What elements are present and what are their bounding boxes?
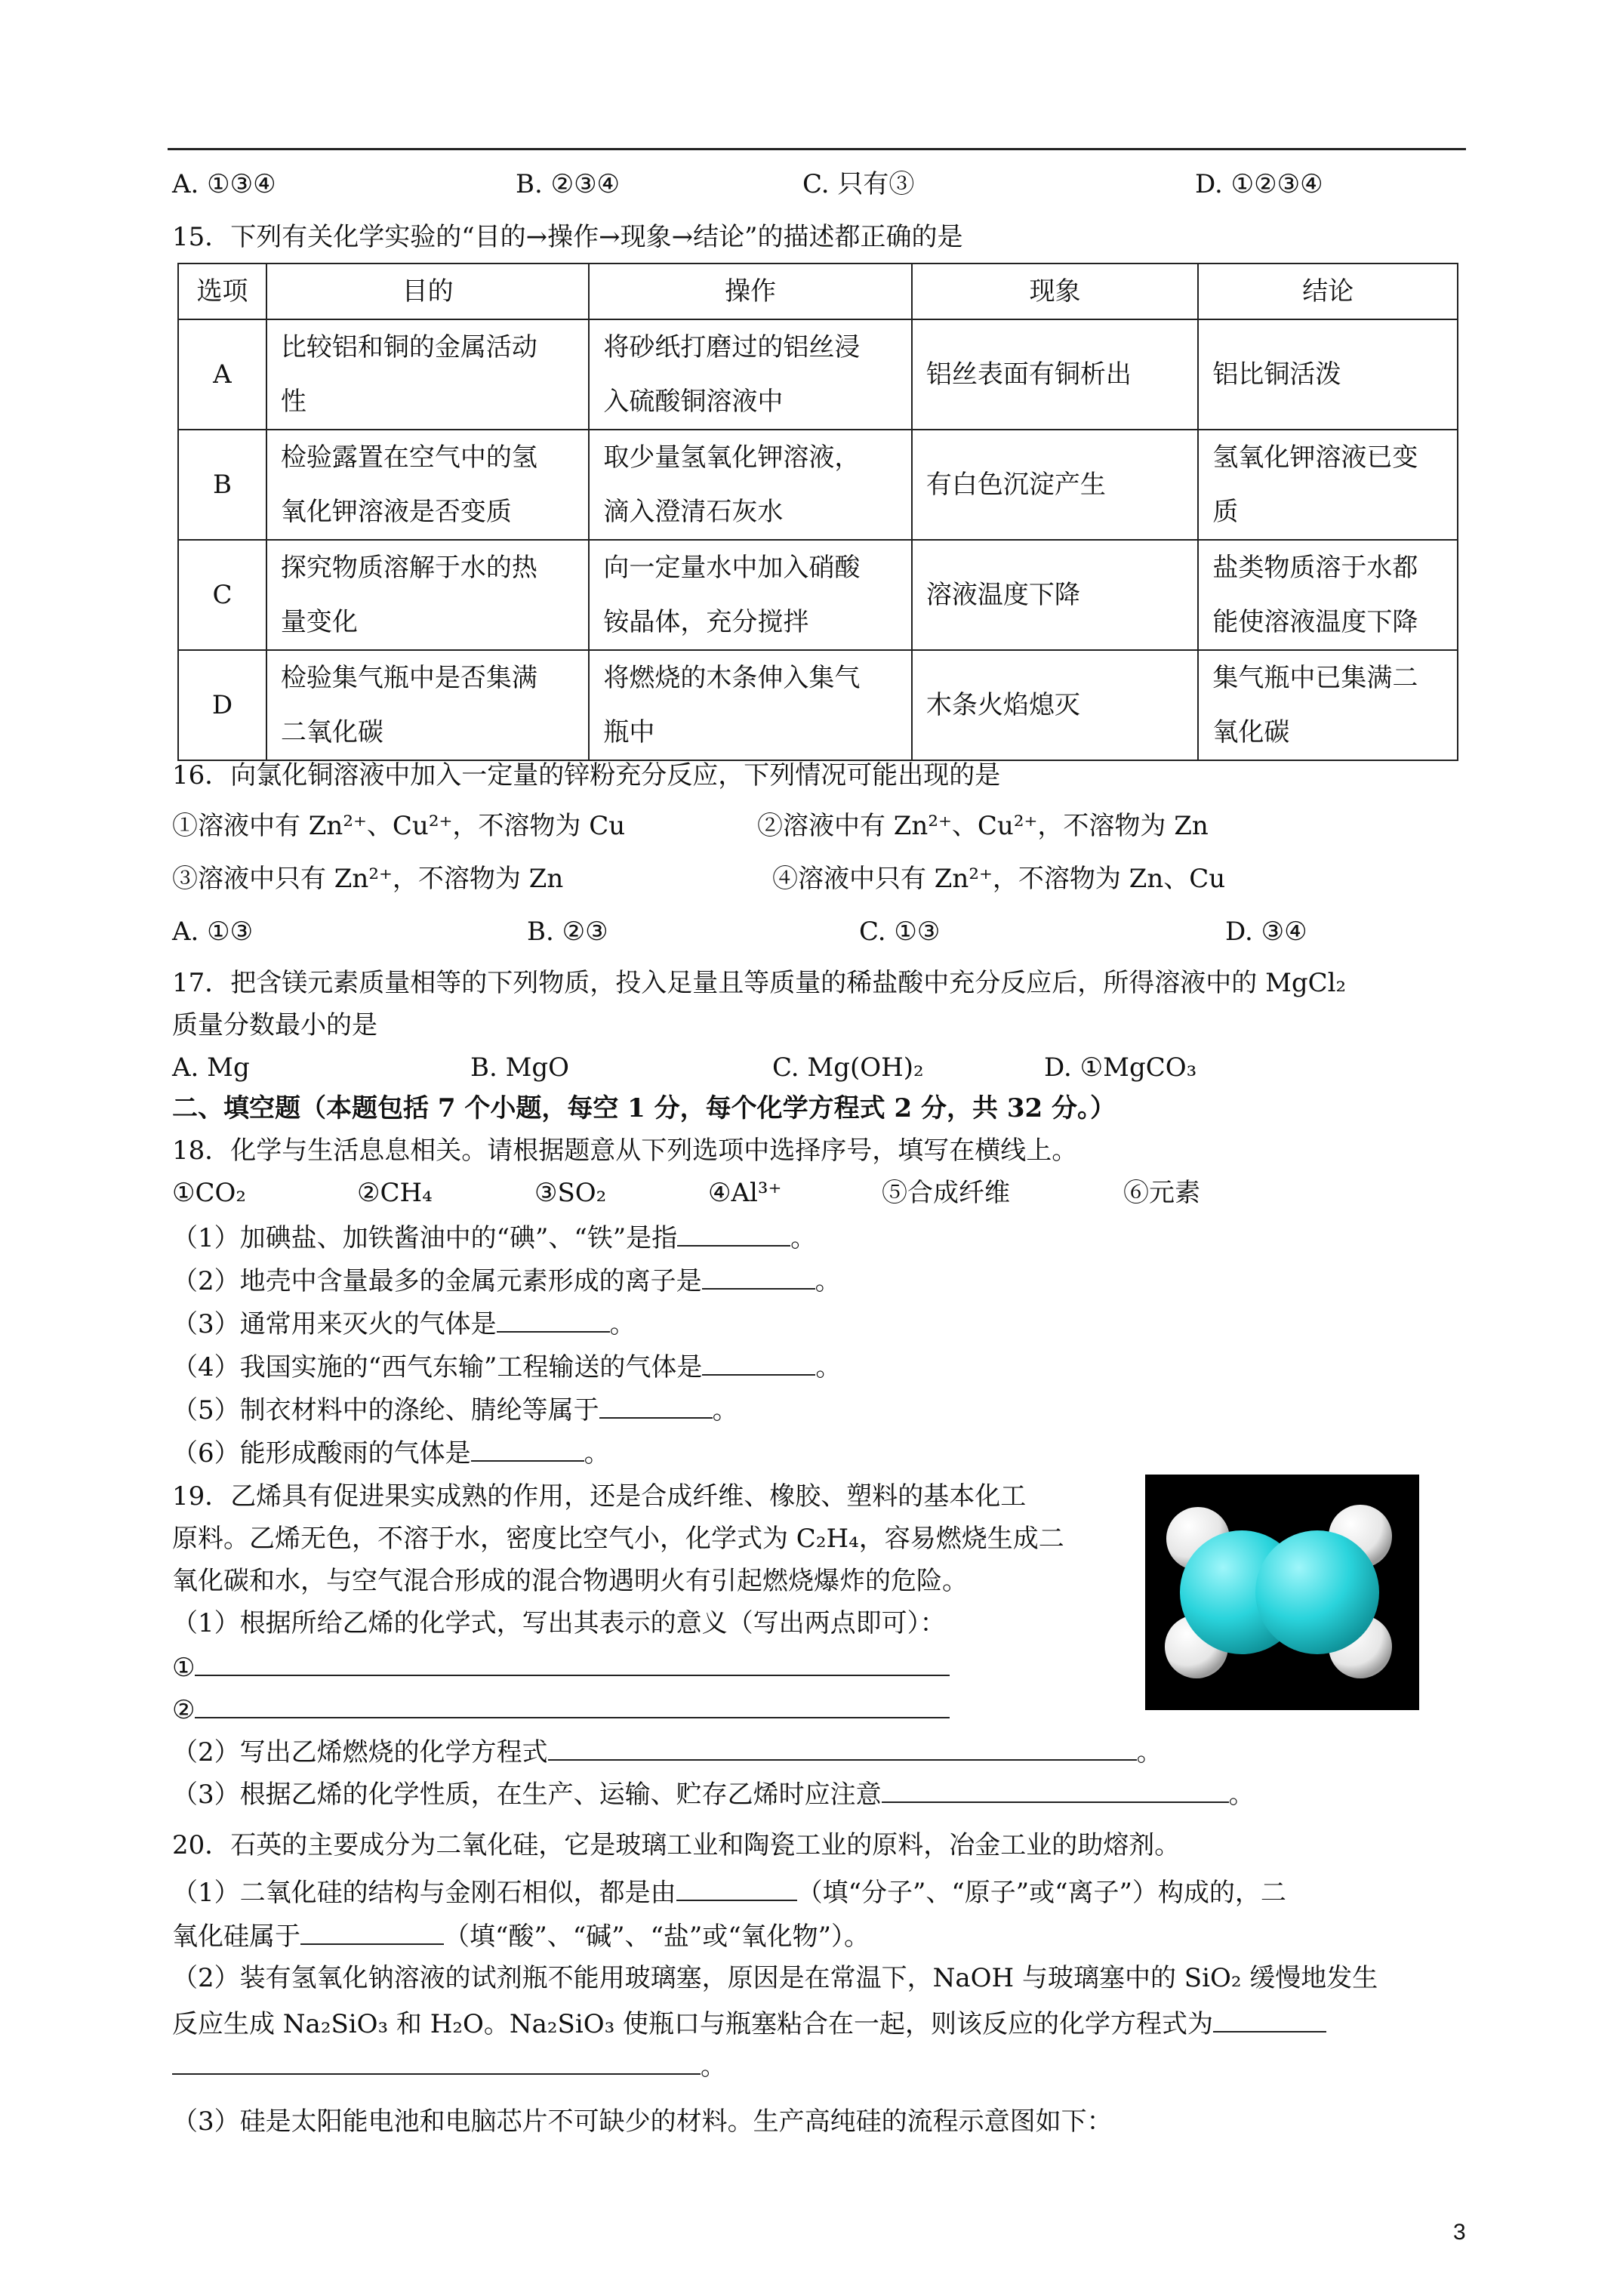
section-heading: 二、填空题（本题包括 7 个小题，每空 1 分，每个化学方程式 2 分，共 32 分。）: [172, 1093, 1116, 1123]
experiment-table: [177, 263, 1458, 761]
answer-blank[interactable]: [702, 1262, 815, 1290]
answer-blank[interactable]: [471, 1435, 584, 1462]
answer-blank[interactable]: [676, 1874, 797, 1901]
row-conclusion: 集气瓶中已集满二 氧化碳: [1198, 650, 1458, 760]
carbon-atom: [1255, 1530, 1379, 1654]
row-conclusion: 氢氧化钾溶液已变 质: [1198, 430, 1458, 540]
q17-option-b: B. MgO: [470, 1052, 570, 1083]
table-row: [178, 319, 1458, 430]
q16-statement-1: ①溶液中有 Zn²⁺、Cu²⁺，不溶物为 Cu: [172, 811, 626, 841]
q20-part-2-line-3: 。: [172, 2048, 726, 2083]
q16-option-c: C. ①③: [859, 917, 941, 947]
row-operation: 将砂纸打磨过的铝丝浸 入硫酸铜溶液中: [589, 319, 912, 430]
row-purpose: 比较铝和铜的金属活动 性: [266, 319, 589, 430]
q18-item-5: （5）制衣材料中的涤纶、腈纶等属于 。: [172, 1391, 738, 1427]
q14-option-d: D. ①②③④: [1195, 169, 1323, 199]
answer-blank[interactable]: [195, 1691, 950, 1718]
header-phenomenon: 现象: [912, 264, 1199, 319]
q19-part-1: （1）根据所给乙烯的化学式，写出其表示的意义（写出两点即可）：: [172, 1608, 946, 1638]
q19-part-3: （3）根据乙烯的化学性质，在生产、运输、贮存乙烯时应注意 。: [172, 1776, 1255, 1811]
header-conclusion: 结论: [1198, 264, 1458, 319]
q18-choice-1: ①CO₂: [172, 1178, 246, 1208]
q18-choice-6: ⑥元素: [1123, 1178, 1200, 1208]
q16-statement-3: ③溶液中只有 Zn²⁺，不溶物为 Zn: [172, 864, 564, 894]
q14-option-b: B. ②③④: [516, 169, 621, 199]
q14-option-c: C. 只有③: [802, 169, 915, 199]
q17-option-d: D. ①MgCO₃: [1044, 1052, 1197, 1083]
q20-stem: 20．石英的主要成分为二氧化硅，它是玻璃工业和陶瓷工业的原料，冶金工业的助熔剂。: [172, 1830, 1181, 1860]
q16-statement-4: ④溶液中只有 Zn²⁺，不溶物为 Zn、Cu: [772, 864, 1226, 894]
table-row: [178, 540, 1458, 650]
q14-option-a: A. ①③④: [172, 169, 276, 199]
q17-stem-line-1: 17．把含镁元素质量相等的下列物质，投入足量且等质量的稀盐酸中充分反应后，所得溶液中的 MgCl₂: [172, 968, 1347, 998]
answer-blank[interactable]: [548, 1734, 1137, 1761]
q19-part-2: （2）写出乙烯燃烧的化学方程式 。: [172, 1734, 1163, 1769]
header-purpose: 目的: [266, 264, 589, 319]
q15-stem: 15．下列有关化学实验的“目的→操作→现象→结论”的描述都正确的是: [172, 222, 963, 252]
q19-stem-line-2: 原料。乙烯无色，不溶于水，密度比空气小，化学式为 C₂H₄，容易燃烧生成二: [172, 1524, 1064, 1554]
row-phenomenon: 溶液温度下降: [912, 540, 1199, 650]
row-option: B: [178, 430, 266, 540]
table-header-row: [178, 264, 1458, 319]
row-operation: 取少量氢氧化钾溶液， 滴入澄清石灰水: [589, 430, 912, 540]
q19-stem-line-3: 氧化碳和水，与空气混合形成的混合物遇明火有引起燃烧爆炸的危险。: [172, 1566, 968, 1596]
answer-blank[interactable]: [599, 1391, 713, 1419]
answer-blank[interactable]: [1213, 2005, 1326, 2032]
answer-blank[interactable]: [677, 1219, 790, 1247]
q16-option-b: B. ②③: [527, 917, 608, 947]
header-rule: [168, 148, 1466, 150]
row-operation: 向一定量水中加入硝酸 铵晶体，充分搅拌: [589, 540, 912, 650]
row-purpose: 检验集气瓶中是否集满 二氧化碳: [266, 650, 589, 760]
q19-meaning-1: ①: [172, 1649, 950, 1684]
q16-option-a: A. ①③: [172, 917, 254, 947]
header-operation: 操作: [589, 264, 912, 319]
q18-item-4: （4）我国实施的“西气东输”工程输送的气体是 。: [172, 1348, 841, 1384]
q19-meaning-2: ②: [172, 1691, 950, 1727]
page-number: 3: [1453, 2220, 1466, 2245]
q17-option-c: C. Mg(OH)₂: [772, 1052, 924, 1083]
row-option: C: [178, 540, 266, 650]
q18-item-2: （2）地壳中含量最多的金属元素形成的离子是 。: [172, 1262, 841, 1298]
q20-part-3: （3）硅是太阳能电池和电脑芯片不可缺少的材料。生产高纯硅的流程示意图如下：: [172, 2106, 1113, 2137]
row-option: D: [178, 650, 266, 760]
ethylene-molecule-image: [1145, 1475, 1419, 1710]
row-conclusion: 铝比铜活泼: [1198, 319, 1458, 430]
q19-stem-line-1: 19．乙烯具有促进果实成熟的作用，还是合成纤维、橡胶、塑料的基本化工: [172, 1481, 1027, 1512]
header-option: 选项: [178, 264, 266, 319]
row-phenomenon: 木条火焰熄灭: [912, 650, 1199, 760]
q18-choice-2: ②CH₄: [357, 1178, 433, 1208]
row-conclusion: 盐类物质溶于水都 能使溶液温度下降: [1198, 540, 1458, 650]
answer-blank[interactable]: [300, 1918, 444, 1945]
row-operation: 将燃烧的木条伸入集气 瓶中: [589, 650, 912, 760]
q20-part-1-line-2: 氧化硅属于 （填“酸”、“碱”、“盐”或“氧化物”）。: [172, 1918, 870, 1953]
row-phenomenon: 有白色沉淀产生: [912, 430, 1199, 540]
q18-item-6: （6）能形成酸雨的气体是 。: [172, 1435, 610, 1470]
answer-blank[interactable]: [882, 1776, 1229, 1803]
q16-option-d: D. ③④: [1225, 917, 1307, 947]
q16-stem: 16．向氯化铜溶液中加入一定量的锌粉充分反应，下列情况可能出现的是: [172, 760, 1001, 791]
q20-part-1-line-1: （1）二氧化硅的结构与金刚石相似，都是由 （填“分子”、“原子”或“离子”）构成的，二: [172, 1874, 1286, 1909]
row-purpose: 检验露置在空气中的氢 氧化钾溶液是否变质: [266, 430, 589, 540]
answer-blank[interactable]: [195, 1649, 950, 1676]
q18-choice-3: ③SO₂: [534, 1178, 607, 1208]
q18-choice-5: ⑤合成纤维: [882, 1178, 1010, 1208]
answer-blank[interactable]: [497, 1305, 610, 1333]
row-option: A: [178, 319, 266, 430]
q18-stem: 18．化学与生活息息相关。请根据题意从下列选项中选择序号，填写在横线上。: [172, 1136, 1078, 1166]
q17-stem-line-2: 质量分数最小的是: [172, 1010, 377, 1040]
table-row: [178, 430, 1458, 540]
table-row: [178, 650, 1458, 760]
row-phenomenon: 铝丝表面有铜析出: [912, 319, 1199, 430]
q16-statement-2: ②溶液中有 Zn²⁺、Cu²⁺，不溶物为 Zn: [757, 811, 1209, 841]
row-purpose: 探究物质溶解于水的热 量变化: [266, 540, 589, 650]
q18-item-1: （1）加碘盐、加铁酱油中的“碘”、“铁”是指 。: [172, 1219, 816, 1255]
answer-blank[interactable]: [172, 2048, 701, 2075]
q18-choice-4: ④Al³⁺: [708, 1178, 782, 1208]
q17-option-a: A. Mg: [172, 1052, 250, 1083]
q20-part-2-line-2: 反应生成 Na₂SiO₃ 和 H₂O。Na₂SiO₃ 使瓶口与瓶塞粘合在一起，则该反应的化学方程式为: [172, 2005, 1326, 2041]
answer-blank[interactable]: [702, 1348, 815, 1376]
q18-item-3: （3）通常用来灭火的气体是 。: [172, 1305, 636, 1341]
q20-part-2-line-1: （2）装有氢氧化钠溶液的试剂瓶不能用玻璃塞，原因是在常温下，NaOH 与玻璃塞中的 SiO₂ 缓慢地发生: [172, 1963, 1378, 1993]
